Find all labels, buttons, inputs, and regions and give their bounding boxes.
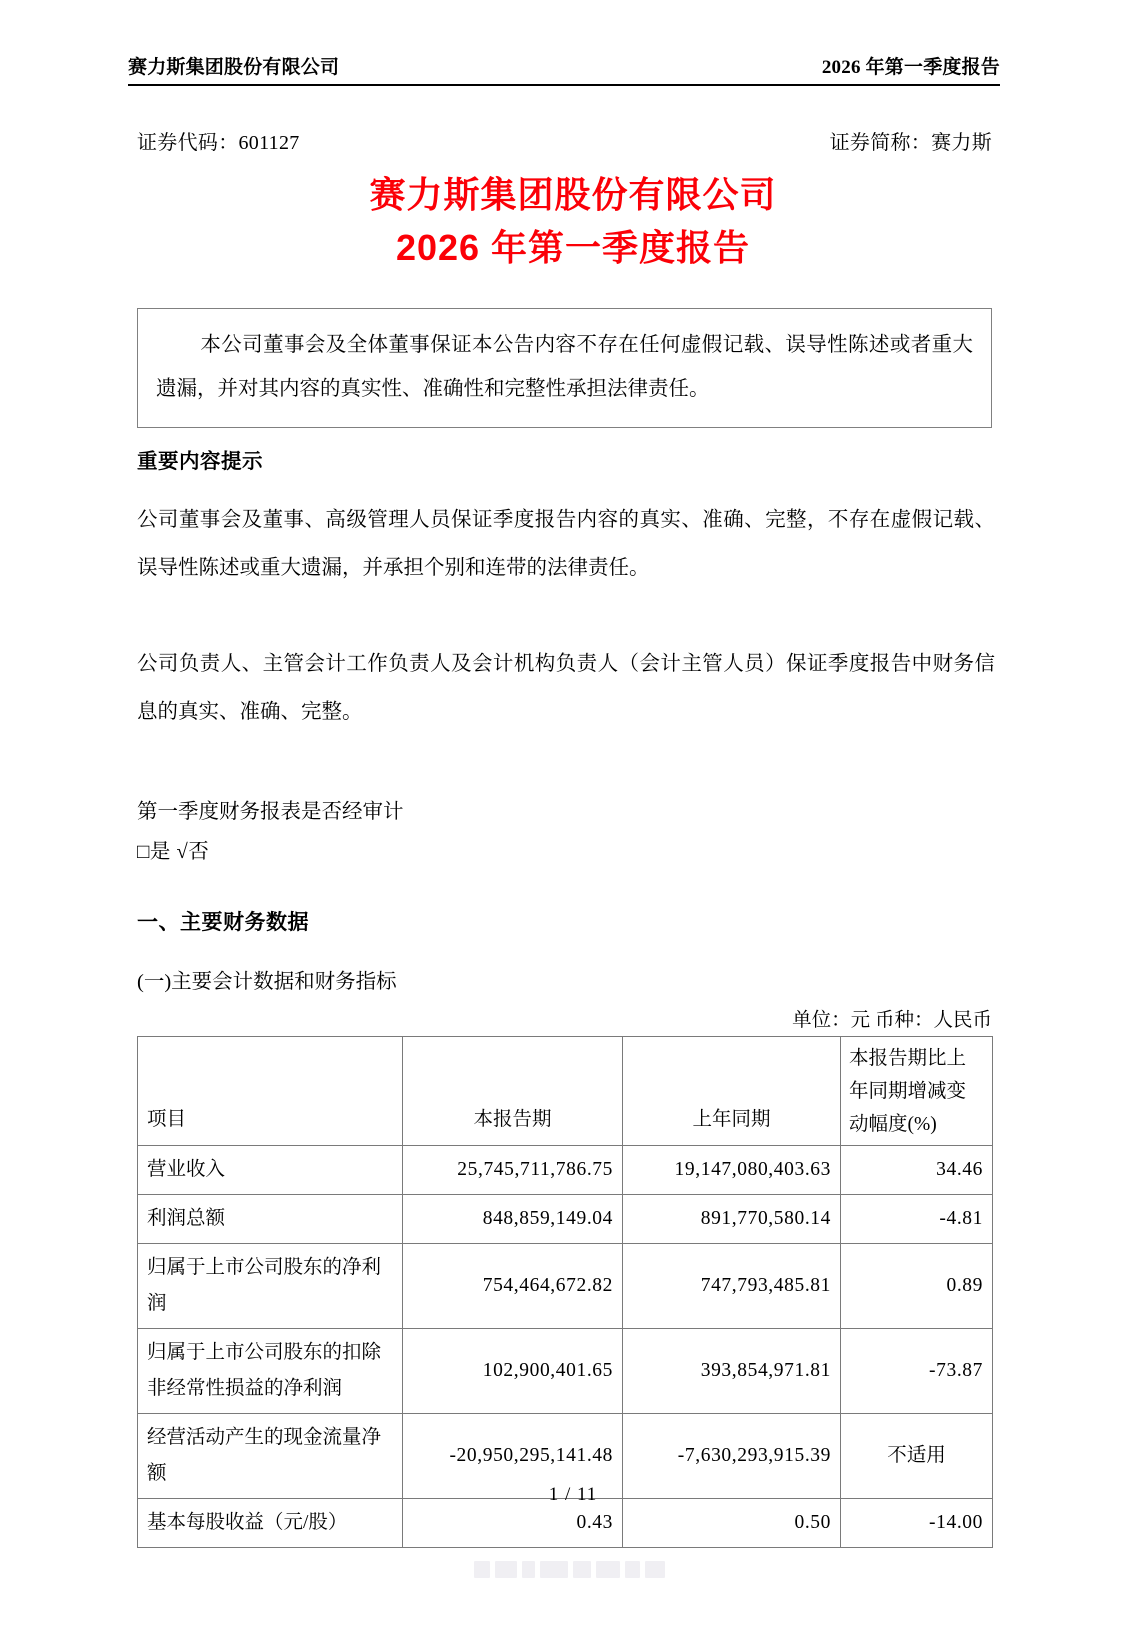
running-header: [128, 52, 1000, 79]
important-notice-paragraph-1: 公司董事会及董事、高级管理人员保证季度报告内容的真实、准确、完整，不存在虚假记载、误导性陈述或重大遗漏，并承担个别和连带的法律责任。: [137, 509, 995, 579]
row-item-label: 基本每股收益（元/股）: [138, 1499, 403, 1548]
table-header-row: [138, 1037, 993, 1146]
column-header-change-rate-line3: 动幅度(%): [849, 1113, 937, 1135]
audit-answer-checkboxes[interactable]: □是 √否: [137, 841, 210, 863]
board-statement-text: 本公司董事会及全体董事保证本公告内容不存在任何虚假记载、误导性陈述或者重大遗漏，并对其内容的真实性、准确性和完整性承担法律责任。: [156, 334, 973, 400]
table-unit-note: 单位：元 币种：人民币: [792, 1010, 992, 1031]
row-previous-value: 747,793,485.81: [623, 1244, 841, 1329]
audit-question: 第一季度财务报表是否经审计: [137, 801, 404, 823]
page-title: [0, 168, 1146, 274]
column-header-previous-period: 上年同期: [623, 1037, 841, 1146]
securities-code: 证券代码：601127: [137, 132, 300, 154]
row-item-label: 归属于上市公司股东的扣除非经常性损益的净利润: [138, 1329, 403, 1414]
row-previous-value: 393,854,971.81: [623, 1329, 841, 1414]
header-report-label: 2026 年第一季度报告: [821, 57, 1000, 78]
page-title-line2: 2026 年第一季度报告: [395, 227, 751, 268]
column-header-current-period: 本报告期: [403, 1037, 623, 1146]
row-current-value: -20,950,295,141.48: [403, 1414, 623, 1499]
page-number: 1 / 11: [548, 1484, 598, 1505]
row-previous-value: 0.50: [623, 1499, 841, 1548]
row-item-label: 归属于上市公司股东的净利润: [138, 1244, 403, 1329]
watermark-strip: [474, 1556, 674, 1582]
row-change-value: -73.87: [841, 1329, 993, 1414]
column-header-change-rate-line2: 年同期增减变: [849, 1080, 967, 1102]
table-row: [138, 1329, 993, 1414]
securities-abbreviation: 证券简称：赛力斯: [829, 132, 992, 154]
subsection-heading-accounting-data: (一)主要会计数据和财务指标: [137, 971, 397, 993]
row-change-value: 0.89: [841, 1244, 993, 1329]
row-item-label: 经营活动产生的现金流量净额: [138, 1414, 403, 1499]
row-previous-value: 891,770,580.14: [623, 1195, 841, 1244]
row-previous-value: -7,630,293,915.39: [623, 1414, 841, 1499]
row-item-label: 营业收入: [138, 1146, 403, 1195]
main-financial-data-table: [137, 1036, 993, 1548]
row-change-value: -4.81: [841, 1195, 993, 1244]
row-change-value: 不适用: [841, 1414, 993, 1499]
column-header-item: 项目: [138, 1037, 403, 1146]
table-row: [138, 1146, 993, 1195]
table-row: [138, 1244, 993, 1329]
header-company-name: 赛力斯集团股份有限公司: [128, 57, 340, 78]
section-heading-financial-data: 一、主要财务数据: [137, 911, 309, 934]
column-header-change-rate-line1: 本报告期比上: [849, 1047, 967, 1069]
row-current-value: 848,859,149.04: [403, 1195, 623, 1244]
row-current-value: 102,900,401.65: [403, 1329, 623, 1414]
row-current-value: 754,464,672.82: [403, 1244, 623, 1329]
important-notice-heading: 重要内容提示: [137, 450, 263, 473]
row-previous-value: 19,147,080,403.63: [623, 1146, 841, 1195]
board-statement-box: [137, 308, 992, 428]
important-notice-paragraph-2: 公司负责人、主管会计工作负责人及会计机构负责人（会计主管人员）保证季度报告中财务信息的真实、准确、完整。: [137, 653, 995, 723]
row-change-value: -14.00: [841, 1499, 993, 1548]
column-header-change-rate: [841, 1037, 993, 1146]
row-item-label: 利润总额: [138, 1195, 403, 1244]
header-divider: [128, 84, 1000, 86]
table-row: [138, 1195, 993, 1244]
page-title-line1: 赛力斯集团股份有限公司: [369, 174, 777, 215]
row-current-value: 25,745,711,786.75: [403, 1146, 623, 1195]
row-current-value: 0.43: [403, 1499, 623, 1548]
securities-info-line: [137, 126, 992, 155]
row-change-value: 34.46: [841, 1146, 993, 1195]
